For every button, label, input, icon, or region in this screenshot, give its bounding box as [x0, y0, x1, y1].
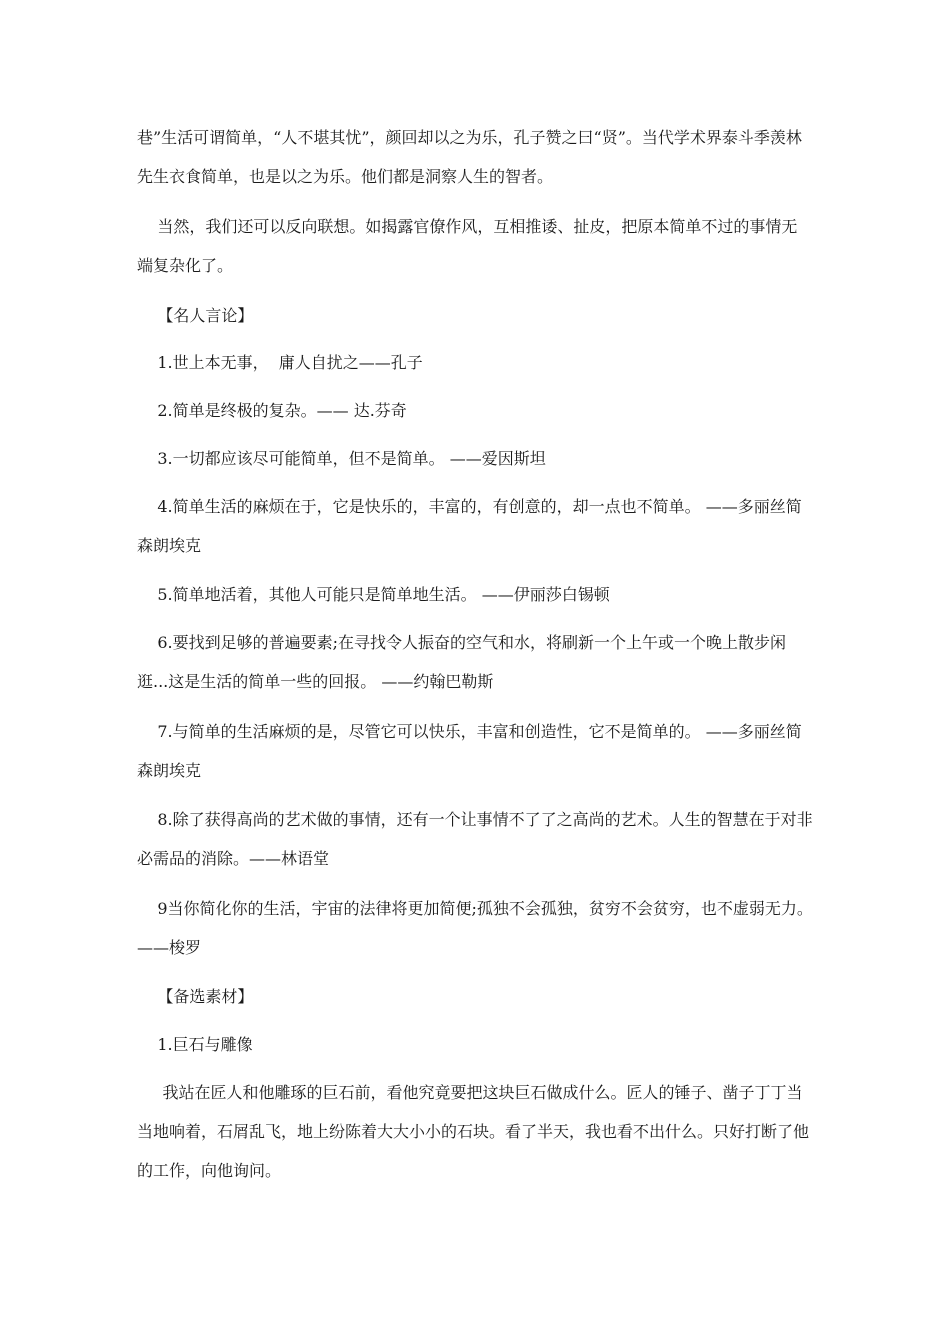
quote-1: 1.世上本无事， 庸人自扰之——孔子 — [137, 353, 423, 372]
section-heading-materials: 【备选素材】 — [137, 987, 254, 1006]
paragraph-2: 当然，我们还可以反向联想。如揭露官僚作风，互相推诿、扯皮，把原本简单不过的事情无端复杂化了。 — [137, 217, 798, 275]
quote-2: 2.简单是终极的复杂。—— 达.芬奇 — [137, 401, 407, 420]
material-body: 我站在匠人和他雕琢的巨石前，看他究竟要把这块巨石做成什么。匠人的锤子、凿子丁丁当当地响着，石屑乱飞，地上纷陈着大大小小的石块。看了半天，我也看不出什么。只好打断了他的工作，向他询问。 — [137, 1083, 810, 1180]
quote-3: 3.一切都应该尽可能简单，但不是简单。 ——爱因斯坦 — [137, 449, 546, 468]
quote-4: 4.简单生活的麻烦在于，它是快乐的，丰富的，有创意的，却一点也不简单。 ——多丽丝简森朗埃克 — [137, 497, 802, 555]
quote-5: 5.简单地活着，其他人可能只是简单地生活。 ——伊丽莎白锡顿 — [137, 585, 610, 604]
quote-9: 9当你简化你的生活，宇宙的法律将更加简便;孤独不会孤独，贫穷不会贫穷，也不虚弱无力。 ——梭罗 — [137, 899, 819, 957]
quote-6: 6.要找到足够的普遍要素;在寻找令人振奋的空气和水，将刷新一个上午或一个晚上散步闲逛...这是生活的简单一些的回报。 ——约翰巴勒斯 — [137, 633, 787, 691]
quote-8: 8.除了获得高尚的艺术做的事情，还有一个让事情不了了之高尚的艺术。人生的智慧在于对非必需品的消除。——林语堂 — [137, 810, 813, 868]
section-heading-quotes: 【名人言论】 — [137, 306, 254, 325]
quote-7: 7.与简单的生活麻烦的是，尽管它可以快乐，丰富和创造性，它不是简单的。 ——多丽丝简森朗埃克 — [137, 722, 802, 780]
paragraph-1: 巷”生活可谓简单，“人不堪其忧”，颜回却以之为乐，孔子赞之曰“贤”。当代学术界泰斗季羡林先生衣食简单，也是以之为乐。他们都是洞察人生的智者。 — [137, 128, 802, 186]
material-title: 1.巨石与雕像 — [137, 1035, 253, 1054]
